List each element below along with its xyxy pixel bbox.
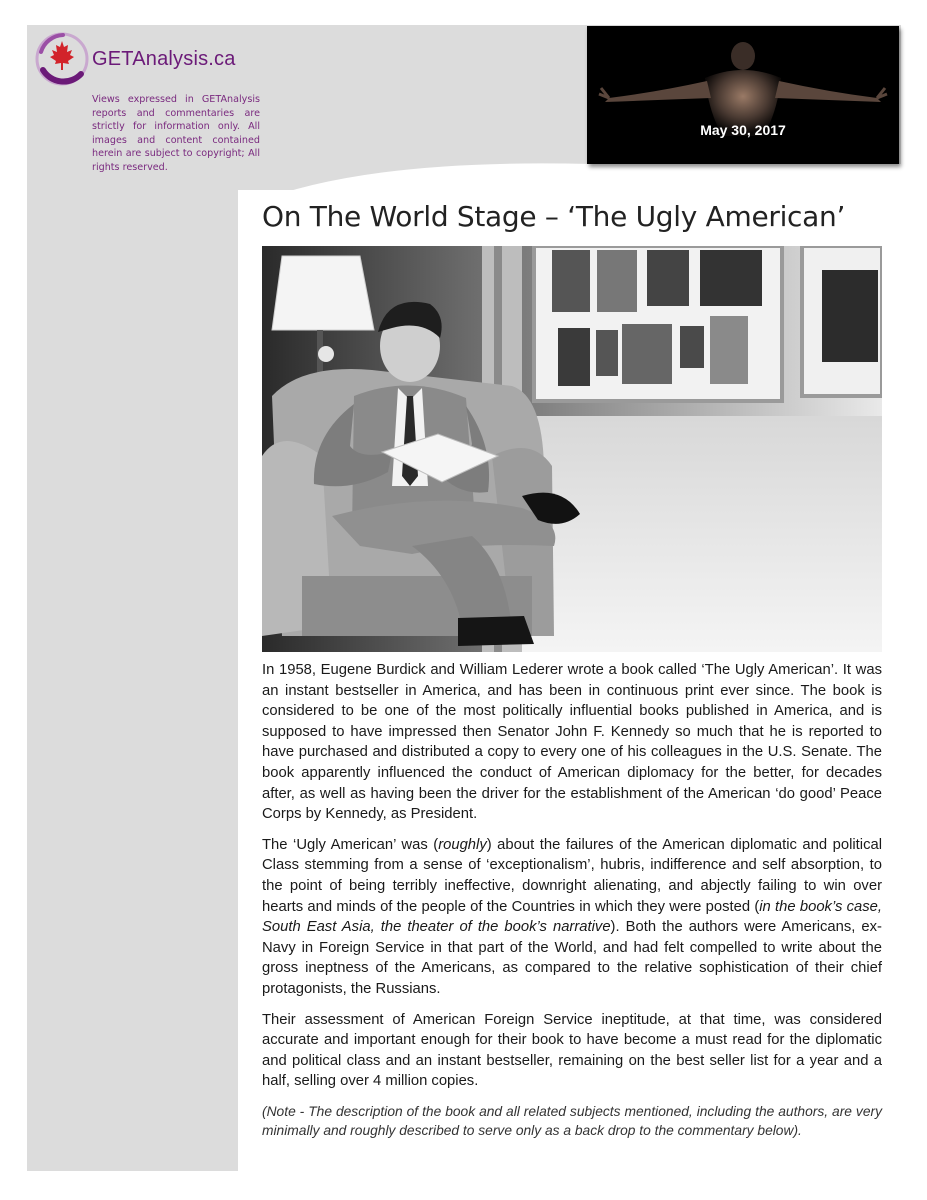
report-date: May 30, 2017 — [700, 122, 786, 138]
article-photo — [262, 246, 882, 652]
paragraph-2-part: The ‘Ugly American’ was ( — [262, 836, 439, 853]
maple-leaf-logo-icon — [33, 30, 91, 88]
muscular-figure-image — [587, 26, 899, 164]
paragraph-2 — [262, 835, 882, 1000]
article-body — [262, 660, 882, 1150]
disclaimer-text: Views expressed in GETAnalysis reports and commentaries are strictly for information only. All images and content contained herein are subject to copyright; All rights reserved. — [92, 94, 260, 173]
note-paragraph: (Note - The description of the book and all related subjects mentioned, including the authors, are very minimally and roughly described to serve only as a back drop to the commentary below). — [262, 1103, 882, 1138]
paragraph-2-emphasis: in the book’s case, South East Asia, the theater of the book’s narrative — [262, 898, 882, 936]
article-title: On The World Stage – ‘The Ugly American’ — [262, 200, 846, 233]
brand-name[interactable]: GETAnalysis.ca — [92, 48, 236, 70]
man-reading-in-armchair-image — [262, 246, 882, 652]
paragraph-1: In 1958, Eugene Burdick and William Lederer wrote a book called ‘The Ugly American’. It was an instant bestseller in America, and has been in continuous print ever since. The book is considered to be one of the most politically influential books published in America, and is supposed to have impressed then Senator John F. Kennedy so much that he is reported to have purchased and distributed a copy to every one of his colleagues in the U.S. Senate. The book apparently influenced the conduct of American diplomacy for the better, for decades after, as well as having been the driver for the establishment of the American ‘do good’ Peace Corps by Kennedy, as President. — [262, 662, 882, 823]
paragraph-2-part: ). Both the authors were Americans, ex-Navy in Foreign Service in that part of the World, and had felt compelled to write about the gross ineptness of the Americans, as compared to the relative sophistication of their chief protagonists, the Russians. — [262, 919, 882, 997]
paragraph-3: Their assessment of American Foreign Service ineptitude, at that time, was considered accurate and important enough for their book to have become a must read for the diplomatic and political class and an instant bestseller, remaining on the best seller list for a year and a half, selling over 4 million copies. — [262, 1011, 882, 1090]
paragraph-2-part: ) about the failures of the American diplomatic and political Class stemming from a sense of ‘exceptionalism’, hubris, indifference and self absorption, to the point of being terribly ineffective, downright alienating, and abjectly failing to win over hearts and minds of the people of the Countries in which they were posted ( — [262, 836, 882, 915]
date-banner — [587, 26, 899, 164]
paragraph-2-emphasis: roughly — [438, 836, 487, 853]
